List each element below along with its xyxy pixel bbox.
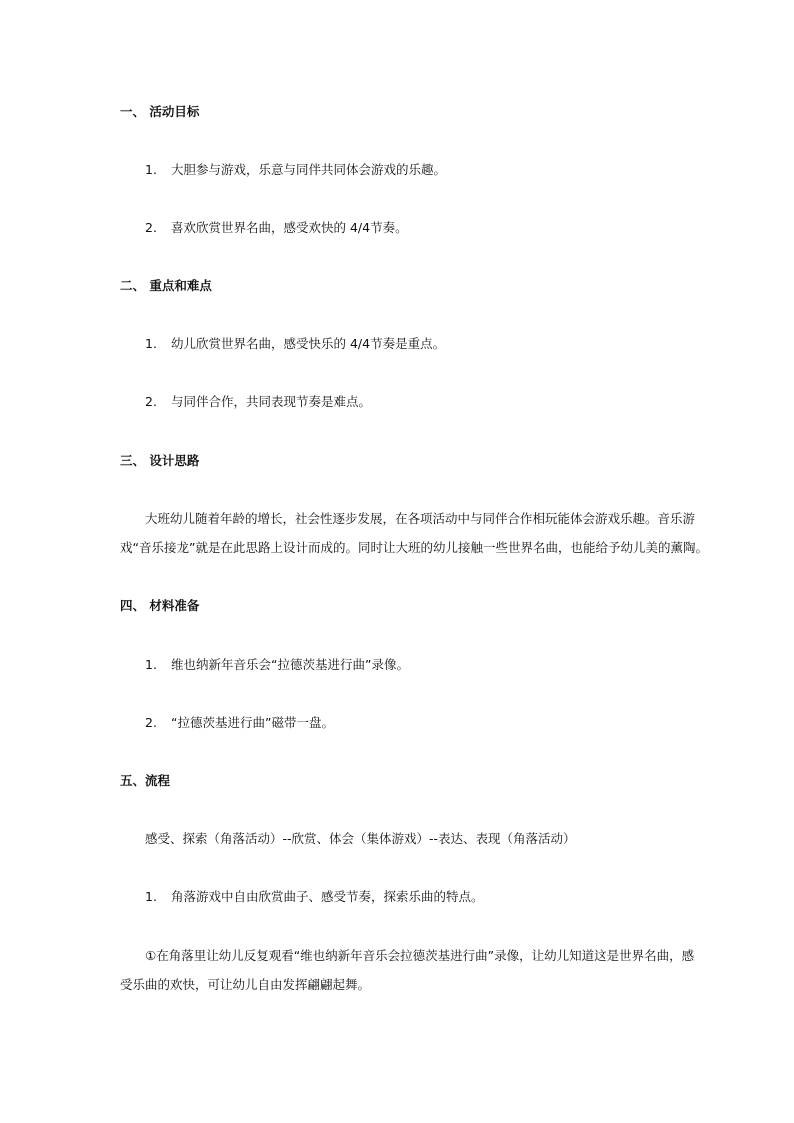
list-item-text: 角落游戏中自由欣赏曲子、感受节奏，探索乐曲的特点。 bbox=[171, 889, 484, 904]
list-item-text: 大胆参与游戏，乐意与同伴共同体会游戏的乐趣。 bbox=[171, 162, 447, 177]
paragraph-line: 受乐曲的欢快，可让幼儿自由发挥翩翩起舞。 bbox=[120, 977, 371, 992]
list-item bbox=[145, 336, 445, 352]
flow-line: 感受、探索（角落活动）--欣赏、体会（集体游戏）--表达、表现（角落活动） bbox=[145, 831, 576, 846]
paragraph-line: 大班幼儿随着年龄的增长，社会性逐步发展，在各项活动中与同伴合作相玩能体会游戏乐趣。音乐游 bbox=[145, 511, 696, 526]
list-item bbox=[145, 715, 334, 731]
list-item bbox=[145, 220, 408, 236]
list-item-text: 喜欢欣赏世界名曲，感受欢快的 4/4节奏。 bbox=[171, 220, 408, 235]
list-item-text: “拉德茨基进行曲”磁带一盘。 bbox=[171, 715, 334, 730]
list-item-number: 1. bbox=[145, 162, 157, 177]
section-heading-key-points: 二、 重点和难点 bbox=[120, 278, 212, 293]
list-item bbox=[145, 657, 409, 673]
section-heading-design: 三、 设计思路 bbox=[120, 453, 200, 468]
list-item-text: 与同伴合作，共同表现节奏是难点。 bbox=[171, 394, 372, 409]
list-item-text: 幼儿欣赏世界名曲，感受快乐的 4/4节奏是重点。 bbox=[171, 336, 446, 351]
list-item-number: 2. bbox=[145, 220, 157, 235]
section-heading-process: 五、流程 bbox=[120, 773, 171, 788]
section-heading-materials: 四、 材料准备 bbox=[120, 598, 200, 613]
list-item-text: 维也纳新年音乐会“拉德茨基进行曲”录像。 bbox=[171, 657, 409, 672]
list-item-number: 2. bbox=[145, 715, 157, 730]
list-item bbox=[145, 394, 371, 410]
list-item bbox=[145, 889, 484, 905]
list-item-number: 1. bbox=[145, 657, 157, 672]
paragraph-line: ①在角落里让幼儿反复观看“维也纳新年音乐会拉德茨基进行曲”录像，让幼儿知道这是世界名曲，感 bbox=[145, 948, 695, 963]
list-item-number: 1. bbox=[145, 336, 157, 351]
paragraph-line: 戏“音乐接龙”就是在此思路上设计而成的。同时让大班的幼儿接触一些世界名曲，也能给予幼儿美的薰陶。 bbox=[120, 540, 708, 555]
list-item-number: 1. bbox=[145, 889, 157, 904]
section-heading-goals: 一、 活动目标 bbox=[120, 104, 200, 119]
list-item-number: 2. bbox=[145, 394, 157, 409]
list-item bbox=[145, 162, 446, 178]
